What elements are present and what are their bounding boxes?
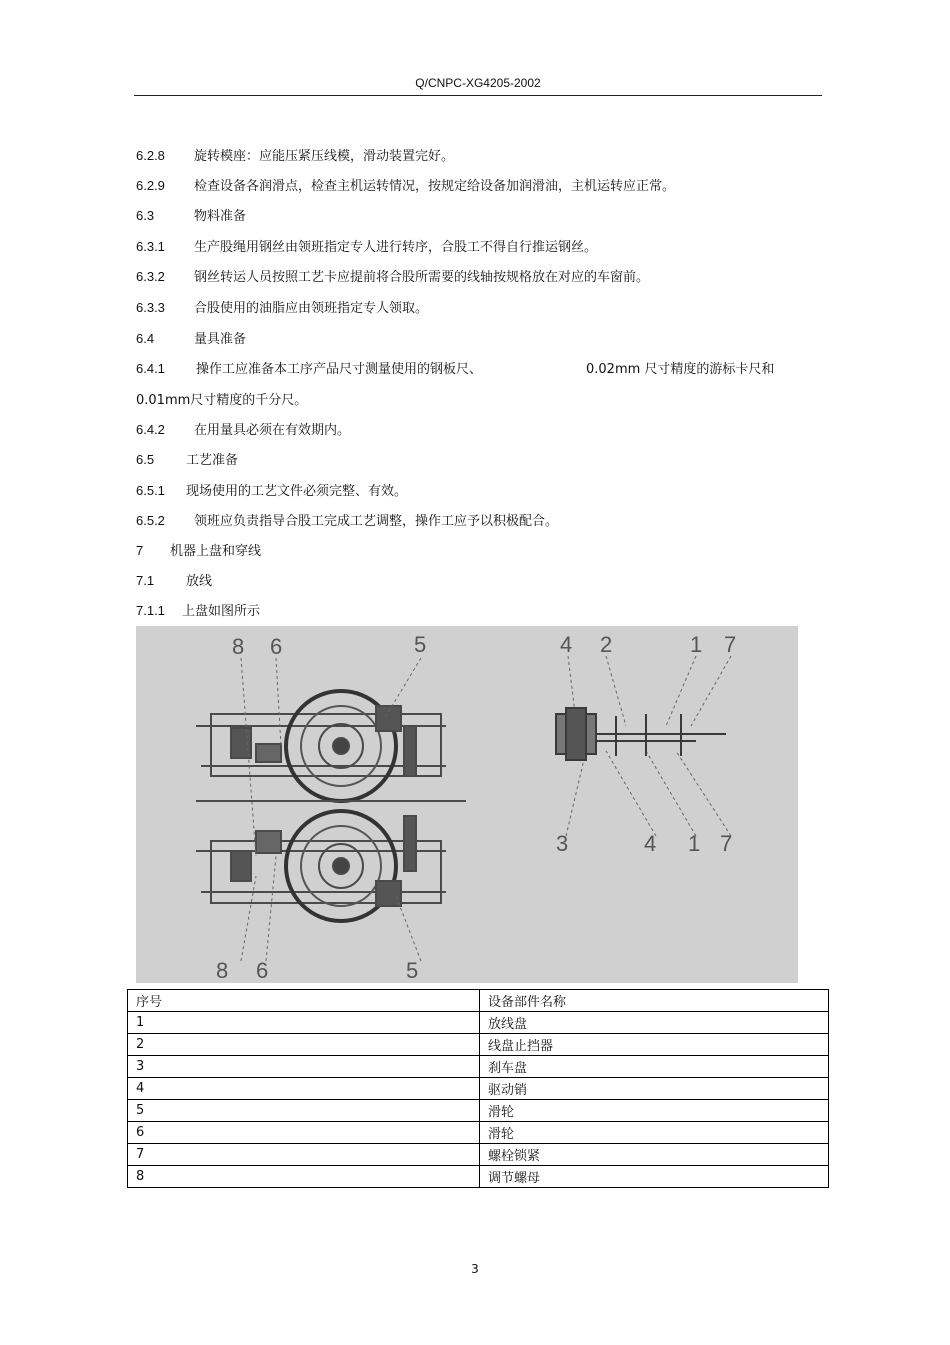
figure-label: 4 (644, 831, 657, 856)
section-line (136, 328, 246, 347)
table-cell: 5 (128, 1100, 480, 1122)
clause-text: 钢丝转运人员按照工艺卡应提前将合股所需要的线轴按规格放在对应的车窗前。 (194, 270, 650, 285)
table-cell: 放线盘 (480, 1012, 829, 1034)
header-rule (134, 95, 822, 96)
clause-text-continued: 0.02mm 尺寸精度的游标卡尺和 (586, 362, 775, 377)
payoff-reel-figure (136, 626, 798, 983)
clause-text: 上盘如图所示 (182, 604, 261, 619)
clause-text: 量具准备 (194, 332, 247, 347)
table-row (128, 1078, 829, 1100)
clause-number: 6.5.1 (136, 483, 165, 498)
clause-text: 在用量具必须在有效期内。 (194, 423, 351, 438)
clause-line (136, 480, 407, 499)
figure-label: 6 (270, 634, 283, 659)
clause-number: 6.3.1 (136, 239, 165, 254)
table-cell: 8 (128, 1166, 480, 1188)
clause-text: 生产股绳用钢丝由领班指定专人进行转序，合股工不得自行推运钢丝。 (194, 240, 598, 255)
figure-label: 8 (232, 634, 245, 659)
table-row (128, 1122, 829, 1144)
table-row (128, 1166, 829, 1188)
figure-label: 5 (406, 958, 419, 983)
clause-number: 6.4.1 (136, 361, 165, 376)
clause-text: 旋转模座：应能压紧压线模，滑动装置完好。 (194, 149, 455, 164)
section-line (136, 570, 212, 589)
table-cell: 刹车盘 (480, 1056, 829, 1078)
clause-text: 机器上盘和穿线 (170, 544, 262, 559)
table-cell: 驱动销 (480, 1078, 829, 1100)
clause-number: 6.2.9 (136, 178, 165, 193)
table-row (128, 1034, 829, 1056)
clause-number: 6.3 (136, 208, 155, 223)
table-cell: 1 (128, 1012, 480, 1034)
clause-text: 工艺准备 (186, 453, 239, 468)
table-header-row (128, 990, 829, 1012)
table-header-cell: 序号 (128, 990, 480, 1012)
clause-line (136, 175, 675, 194)
clause-text: 0.01mm尺寸精度的千分尺。 (136, 393, 308, 408)
figure-label: 5 (414, 632, 427, 657)
table-cell: 螺栓锁紧 (480, 1144, 829, 1166)
parts-table (127, 989, 829, 1188)
figure-label: 1 (690, 632, 703, 657)
machine-diagram (136, 626, 798, 983)
clause-text: 放线 (186, 574, 213, 589)
table-cell: 滑轮 (480, 1122, 829, 1144)
figure-label: 7 (720, 831, 733, 856)
clause-number: 7 (136, 543, 144, 558)
figure-label: 8 (216, 958, 229, 983)
section-line (136, 449, 238, 468)
clause-line (136, 297, 428, 316)
figure-label: 4 (560, 632, 573, 657)
clause-line (136, 145, 454, 164)
table-cell: 线盘止挡器 (480, 1034, 829, 1056)
table-cell: 3 (128, 1056, 480, 1078)
clause-line (136, 358, 482, 377)
clause-line (136, 600, 260, 619)
figure-label: 7 (724, 632, 737, 657)
clause-number: 6.2.8 (136, 148, 165, 163)
clause-number: 6.4.2 (136, 422, 165, 437)
table-row (128, 1012, 829, 1034)
table-header-cell: 设备部件名称 (480, 990, 829, 1012)
clause-text: 现场使用的工艺文件必须完整、有效。 (186, 484, 408, 499)
clause-number: 6.4 (136, 331, 155, 346)
clause-text: 物料准备 (194, 209, 247, 224)
page-header: Q/CNPC-XG4205-2002 (415, 76, 541, 90)
clause-number: 6.3.2 (136, 269, 165, 284)
chapter-line (136, 540, 261, 559)
table-row (128, 1100, 829, 1122)
clause-number: 6.5 (136, 452, 155, 467)
clause-line (136, 236, 597, 255)
table-cell: 6 (128, 1122, 480, 1144)
clause-text: 检查设备各润滑点，检查主机运转情况，按规定给设备加润滑油，主机运转应正常。 (194, 179, 676, 194)
section-line (136, 205, 246, 224)
table-cell: 7 (128, 1144, 480, 1166)
table-cell: 2 (128, 1034, 480, 1056)
figure-label: 3 (556, 831, 569, 856)
clause-number: 7.1.1 (136, 603, 165, 618)
clause-number: 6.5.2 (136, 513, 165, 528)
clause-number: 7.1 (136, 573, 155, 588)
figure-label: 2 (600, 632, 613, 657)
table-row (128, 1144, 829, 1166)
figure-label: 6 (256, 958, 269, 983)
clause-line (136, 510, 558, 529)
clause-text: 领班应负责指导合股工完成工艺调整，操作工应予以积极配合。 (194, 514, 559, 529)
clause-number: 6.3.3 (136, 300, 165, 315)
figure-label: 1 (688, 831, 701, 856)
clause-line-wrap (136, 389, 307, 408)
clause-text: 合股使用的油脂应由领班指定专人领取。 (194, 301, 429, 316)
table-cell: 滑轮 (480, 1100, 829, 1122)
page-number: 3 (471, 1262, 479, 1276)
table-row (128, 1056, 829, 1078)
table-cell: 调节螺母 (480, 1166, 829, 1188)
clause-line (136, 419, 350, 438)
table-cell: 4 (128, 1078, 480, 1100)
clause-line (136, 266, 649, 285)
clause-text: 操作工应准备本工序产品尺寸测量使用的钢板尺、 (196, 362, 483, 377)
